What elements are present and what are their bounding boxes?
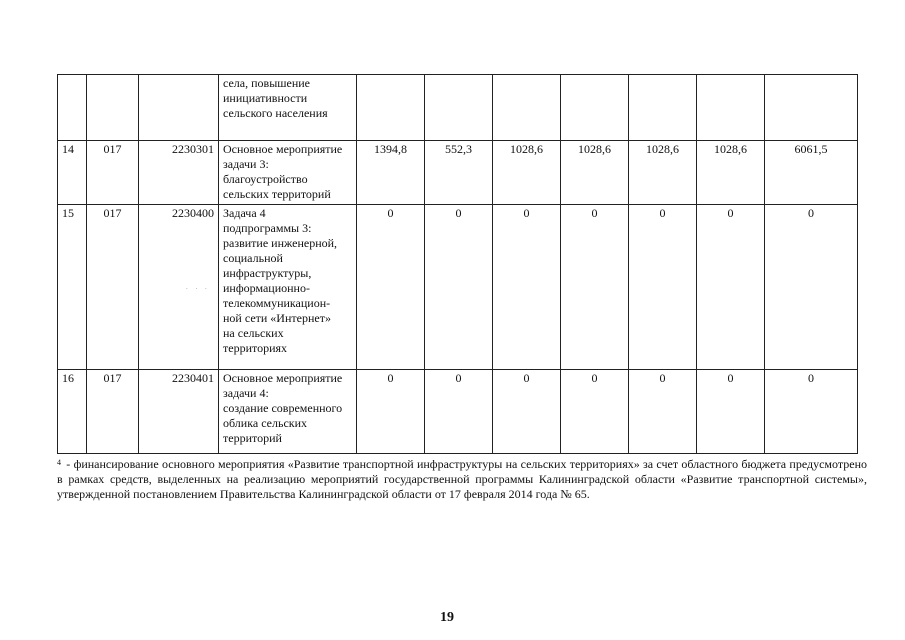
chapter-code-cell	[87, 75, 139, 141]
item-name-line: подпрограммы 3:	[223, 221, 312, 235]
year-value-cell: 0	[697, 370, 765, 454]
item-name-line: создание современного	[223, 401, 343, 415]
year-value-cell: 0	[493, 205, 561, 370]
row-number-cell: 15	[58, 205, 87, 370]
year-value-cell: 0	[493, 370, 561, 454]
item-name-cell	[219, 141, 357, 205]
footnote-marker: 4	[57, 458, 61, 467]
item-name-line: Задача 4	[223, 206, 266, 220]
year-value-cell: 0	[629, 370, 697, 454]
year-value-cell: 0	[697, 205, 765, 370]
item-name-line: на сельских	[223, 326, 284, 340]
table-row	[58, 141, 858, 205]
item-name-cell	[219, 205, 357, 370]
year-value-cell: 1028,6	[697, 141, 765, 205]
year-value-cell: 1028,6	[629, 141, 697, 205]
item-name-line: ной сети «Интернет»	[223, 311, 331, 325]
item-name-line: инициативности	[223, 91, 308, 105]
item-name-line: сельского населения	[223, 106, 328, 120]
footnote-text: - финансирование основного мероприятия «Развитие транспортной инфраструктуры на сельских территориях» за счет областного бюджета предусмотрено в рамках средств, выделенных на реализацию мероприятий государственной программы Калининградской области «Развитие транспортной системы», утвержденной постановлением Правительства Калининградской области от 17 февраля 2014 года № 65.	[57, 457, 867, 501]
year-value-cell: 0	[561, 370, 629, 454]
total-value-cell: 6061,5	[765, 141, 858, 205]
year-value-cell	[357, 75, 425, 141]
page-number: 19	[440, 610, 454, 625]
year-value-cell: 0	[357, 205, 425, 370]
table-row	[58, 205, 858, 370]
year-value-cell: 1028,6	[561, 141, 629, 205]
year-value-cell	[493, 75, 561, 141]
year-value-cell	[561, 75, 629, 141]
item-name-line: развитие инженерной,	[223, 236, 338, 250]
target-code-cell: 2230400	[139, 205, 219, 370]
item-name-line: информационно-	[223, 281, 310, 295]
total-value-cell: 0	[765, 370, 858, 454]
item-name-line: задачи 4:	[223, 386, 269, 400]
item-name-cell	[219, 75, 357, 141]
chapter-code-cell: 017	[87, 205, 139, 370]
chapter-code-cell: 017	[87, 141, 139, 205]
row-number-cell	[58, 75, 87, 141]
item-name-line: социальной	[223, 251, 283, 265]
table-row	[58, 370, 858, 454]
item-name-line: задачи 3:	[223, 157, 269, 171]
year-value-cell	[629, 75, 697, 141]
year-value-cell: 1394,8	[357, 141, 425, 205]
table-row	[58, 75, 858, 141]
item-name-line: территориях	[223, 341, 288, 355]
row-number-cell: 16	[58, 370, 87, 454]
year-value-cell: 552,3	[425, 141, 493, 205]
year-value-cell: 0	[629, 205, 697, 370]
item-name-line: Основное мероприятие	[223, 371, 343, 385]
year-value-cell: 1028,6	[493, 141, 561, 205]
item-name-line: облика сельских	[223, 416, 308, 430]
year-value-cell	[425, 75, 493, 141]
budget-table	[57, 74, 858, 454]
year-value-cell: 0	[425, 370, 493, 454]
target-code-cell: 2230401	[139, 370, 219, 454]
year-value-cell: 0	[425, 205, 493, 370]
item-name-line: села, повышение	[223, 76, 310, 90]
item-name-line: Основное мероприятие	[223, 142, 343, 156]
item-name-line: сельских территорий	[223, 187, 331, 201]
item-name-line: территорий	[223, 431, 282, 445]
item-name-line: благоустройство	[223, 172, 308, 186]
total-value-cell: 0	[765, 205, 858, 370]
item-name-line: инфраструктуры,	[223, 266, 312, 280]
year-value-cell: 0	[561, 205, 629, 370]
chapter-code-cell: 017	[87, 370, 139, 454]
footnote	[57, 457, 867, 502]
year-value-cell: 0	[357, 370, 425, 454]
target-code-cell: 2230301	[139, 141, 219, 205]
item-name-line: телекоммуникацион-	[223, 296, 331, 310]
total-value-cell	[765, 75, 858, 141]
row-number-cell: 14	[58, 141, 87, 205]
target-code-cell	[139, 75, 219, 141]
item-name-cell	[219, 370, 357, 454]
scan-speck: . . .	[186, 283, 210, 291]
year-value-cell	[697, 75, 765, 141]
